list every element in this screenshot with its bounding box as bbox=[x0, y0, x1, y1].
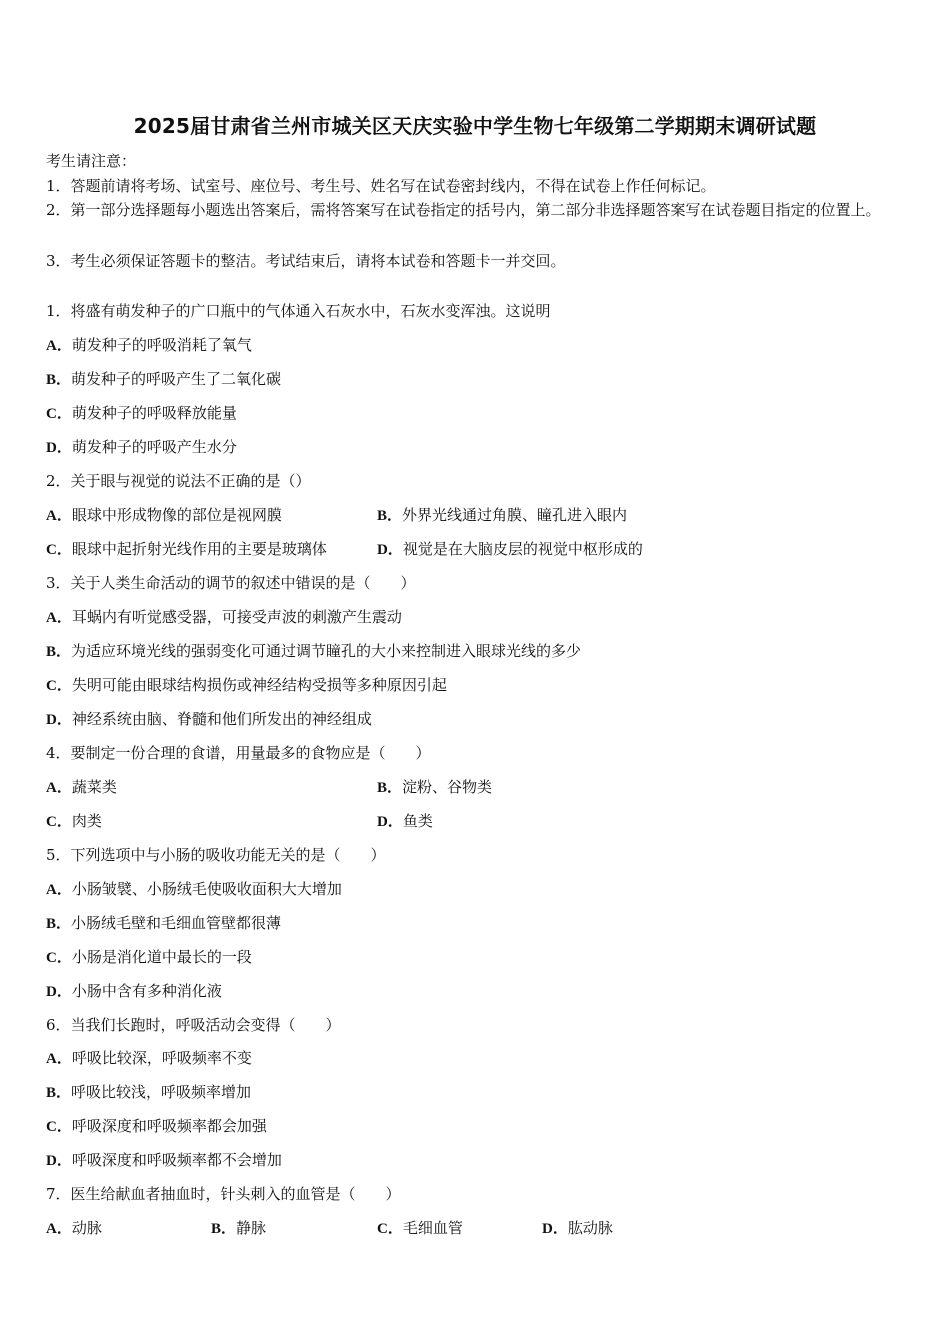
option-text: 为适应环境光线的强弱变化可通过调节瞳孔的大小来控制进入眼球光线的多少 bbox=[71, 642, 582, 660]
q2-option-d[interactable] bbox=[377, 539, 643, 560]
option-letter: D． bbox=[46, 712, 72, 728]
option-text: 动脉 bbox=[71, 1219, 102, 1237]
q6-option-c[interactable] bbox=[46, 1116, 267, 1137]
question-stem-2: 2．关于眼与视觉的说法不正确的是（） bbox=[46, 472, 311, 490]
q6-option-a[interactable] bbox=[46, 1048, 252, 1069]
q5-option-d[interactable] bbox=[46, 981, 222, 1002]
option-text: 小肠是消化道中最长的一段 bbox=[71, 948, 252, 966]
option-text: 蔬菜类 bbox=[71, 778, 117, 796]
option-text: 视觉是在大脑皮层的视觉中枢形成的 bbox=[402, 540, 643, 558]
q7-option-a[interactable] bbox=[46, 1218, 102, 1239]
option-letter: C． bbox=[46, 950, 72, 966]
option-letter: C． bbox=[46, 542, 72, 558]
option-letter: C． bbox=[46, 678, 72, 694]
q6-option-d[interactable] bbox=[46, 1150, 282, 1171]
option-text: 呼吸比较深，呼吸频率不变 bbox=[71, 1049, 252, 1067]
option-text: 呼吸比较浅，呼吸频率增加 bbox=[71, 1083, 252, 1101]
notice-item-3: 3．考生必须保证答题卡的整洁。考试结束后，请将本试卷和答题卡一并交回。 bbox=[46, 252, 566, 270]
option-text: 小肠皱襞、小肠绒毛使吸收面积大大增加 bbox=[71, 880, 342, 898]
option-text: 萌发种子的呼吸产生了二氧化碳 bbox=[71, 370, 282, 388]
option-text: 呼吸深度和呼吸频率都不会增加 bbox=[71, 1151, 282, 1169]
option-letter: A． bbox=[46, 780, 72, 796]
option-text: 耳蜗内有听觉感受器，可接受声波的刺激产生震动 bbox=[71, 608, 402, 626]
option-letter: D． bbox=[46, 440, 72, 456]
option-letter: A． bbox=[46, 1051, 72, 1067]
q4-option-c[interactable] bbox=[46, 811, 102, 832]
q2-option-a[interactable] bbox=[46, 505, 282, 526]
q2-option-c[interactable] bbox=[46, 539, 327, 560]
option-text: 眼球中起折射光线作用的主要是玻璃体 bbox=[71, 540, 327, 558]
option-text: 神经系统由脑、脊髓和他们所发出的神经组成 bbox=[71, 710, 372, 728]
option-letter: C． bbox=[46, 406, 72, 422]
option-letter: B． bbox=[46, 1085, 72, 1101]
q1-option-b[interactable] bbox=[46, 369, 281, 390]
option-text: 淀粉、谷物类 bbox=[402, 778, 493, 796]
option-text: 肉类 bbox=[71, 812, 102, 830]
option-letter: A． bbox=[46, 882, 72, 898]
q7-option-c[interactable] bbox=[377, 1218, 463, 1239]
option-text: 外界光线通过角膜、瞳孔进入眼内 bbox=[402, 506, 628, 524]
q3-option-b[interactable] bbox=[46, 641, 581, 662]
option-letter: A． bbox=[46, 610, 72, 626]
notice-heading: 考生请注意： bbox=[46, 152, 137, 170]
q5-option-a[interactable] bbox=[46, 879, 342, 900]
option-letter: D． bbox=[377, 542, 403, 558]
option-text: 呼吸深度和呼吸频率都会加强 bbox=[71, 1117, 267, 1135]
question-stem-1: 1．将盛有萌发种子的广口瓶中的气体通入石灰水中，石灰水变浑浊。这说明 bbox=[46, 302, 551, 320]
option-letter: B． bbox=[46, 916, 72, 932]
q5-option-b[interactable] bbox=[46, 913, 281, 934]
q6-option-b[interactable] bbox=[46, 1082, 251, 1103]
q7-option-b[interactable] bbox=[211, 1218, 266, 1239]
q3-option-a[interactable] bbox=[46, 607, 402, 628]
option-letter: B． bbox=[377, 780, 403, 796]
q3-option-c[interactable] bbox=[46, 675, 447, 696]
option-text: 鱼类 bbox=[402, 812, 433, 830]
option-letter: D． bbox=[377, 814, 403, 830]
option-letter: C． bbox=[46, 814, 72, 830]
option-text: 萌发种子的呼吸释放能量 bbox=[71, 404, 237, 422]
option-letter: B． bbox=[377, 508, 403, 524]
q4-option-b[interactable] bbox=[377, 777, 492, 798]
option-text: 小肠中含有多种消化液 bbox=[71, 982, 222, 1000]
option-text: 萌发种子的呼吸产生水分 bbox=[71, 438, 237, 456]
option-letter: D． bbox=[542, 1221, 568, 1237]
option-letter: C． bbox=[377, 1221, 403, 1237]
q2-option-b[interactable] bbox=[377, 505, 627, 526]
question-stem-7: 7．医生给献血者抽血时，针头刺入的血管是（ ） bbox=[46, 1185, 401, 1203]
option-letter: B． bbox=[211, 1221, 237, 1237]
question-stem-5: 5．下列选项中与小肠的吸收功能无关的是（ ） bbox=[46, 846, 386, 864]
q4-option-a[interactable] bbox=[46, 777, 117, 798]
option-text: 萌发种子的呼吸消耗了氧气 bbox=[71, 336, 252, 354]
option-letter: A． bbox=[46, 1221, 72, 1237]
option-letter: C． bbox=[46, 1119, 72, 1135]
q4-option-d[interactable] bbox=[377, 811, 433, 832]
option-text: 肱动脉 bbox=[567, 1219, 613, 1237]
option-text: 毛细血管 bbox=[402, 1219, 463, 1237]
option-letter: D． bbox=[46, 1153, 72, 1169]
q7-option-d[interactable] bbox=[542, 1218, 613, 1239]
option-letter: A． bbox=[46, 338, 72, 354]
option-letter: B． bbox=[46, 372, 72, 388]
notice-item-2: 2．第一部分选择题每小题选出答案后，需将答案写在试卷指定的括号内，第二部分非选择题答案写在试卷题目指定的位置上。 bbox=[46, 201, 881, 219]
option-text: 失明可能由眼球结构损伤或神经结构受损等多种原因引起 bbox=[71, 676, 447, 694]
option-text: 静脉 bbox=[236, 1219, 267, 1237]
question-stem-3: 3．关于人类生命活动的调节的叙述中错误的是（ ） bbox=[46, 574, 416, 592]
option-letter: B． bbox=[46, 644, 72, 660]
page-title: 2025届甘肃省兰州市城关区天庆实验中学生物七年级第二学期期末调研试题 bbox=[133, 114, 817, 138]
question-stem-4: 4．要制定一份合理的食谱，用量最多的食物应是（ ） bbox=[46, 744, 431, 762]
q1-option-c[interactable] bbox=[46, 403, 237, 424]
q1-option-d[interactable] bbox=[46, 437, 237, 458]
question-stem-6: 6．当我们长跑时，呼吸活动会变得（ ） bbox=[46, 1016, 341, 1034]
option-text: 眼球中形成物像的部位是视网膜 bbox=[71, 506, 282, 524]
q5-option-c[interactable] bbox=[46, 947, 252, 968]
option-letter: A． bbox=[46, 508, 72, 524]
q3-option-d[interactable] bbox=[46, 709, 372, 730]
option-text: 小肠绒毛壁和毛细血管壁都很薄 bbox=[71, 914, 282, 932]
q1-option-a[interactable] bbox=[46, 335, 252, 356]
notice-item-1: 1．答题前请将考场、试室号、座位号、考生号、姓名写在试卷密封线内，不得在试卷上作任何标记。 bbox=[46, 177, 716, 195]
option-letter: D． bbox=[46, 984, 72, 1000]
